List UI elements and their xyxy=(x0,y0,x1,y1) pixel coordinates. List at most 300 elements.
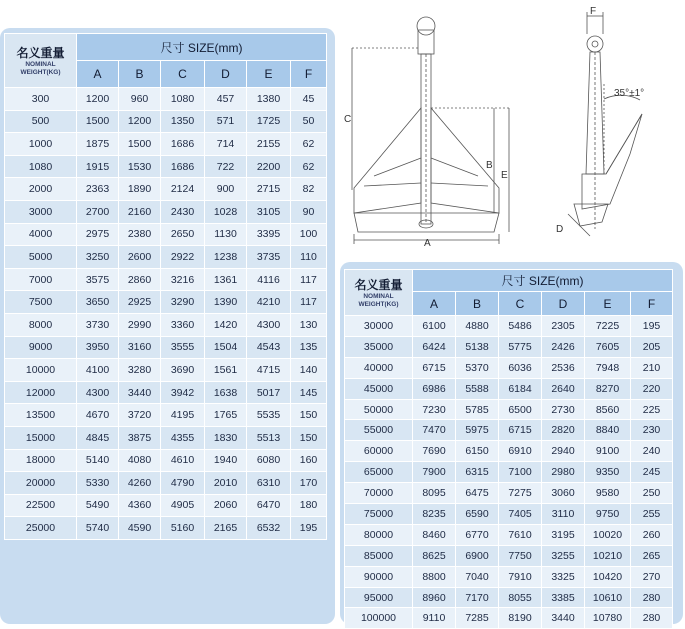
table-row xyxy=(345,545,673,566)
weight-cell: 30000 xyxy=(345,316,413,337)
size-cell-f: 62 xyxy=(291,133,327,156)
size-cell-e: 1725 xyxy=(247,110,291,133)
weight-cell: 3000 xyxy=(5,200,77,223)
dimension-label-d: D xyxy=(556,224,564,235)
size-cell-a: 7690 xyxy=(413,441,456,462)
weight-cell: 7500 xyxy=(5,291,77,314)
table-row xyxy=(5,291,327,314)
column-header-b: B xyxy=(119,61,161,88)
size-cell-a: 7900 xyxy=(413,462,456,483)
size-cell-c: 2650 xyxy=(161,223,205,246)
dimension-label-c: C xyxy=(344,114,352,125)
weight-cell: 90000 xyxy=(345,566,413,587)
weight-cell: 12000 xyxy=(5,381,77,404)
size-cell-a: 1915 xyxy=(77,155,119,178)
size-cell-b: 4590 xyxy=(119,517,161,540)
size-cell-c: 3690 xyxy=(161,359,205,382)
size-cell-b: 5975 xyxy=(456,420,499,441)
size-cell-f: 210 xyxy=(631,357,673,378)
size-cell-f: 160 xyxy=(291,449,327,472)
size-cell-e: 3105 xyxy=(247,200,291,223)
table-row xyxy=(5,246,327,269)
size-cell-f: 250 xyxy=(631,483,673,504)
size-cell-e: 3735 xyxy=(247,246,291,269)
size-cell-f: 260 xyxy=(631,524,673,545)
size-cell-b: 6900 xyxy=(456,545,499,566)
size-cell-e: 10780 xyxy=(585,608,631,629)
size-cell-f: 225 xyxy=(631,399,673,420)
size-cell-c: 7405 xyxy=(499,504,542,525)
nominal-weight-header: 名义重量 NOMINAL WEIGHT(KG) xyxy=(345,270,413,316)
nominal-weight-header: 名义重量 NOMINAL WEIGHT(KG) xyxy=(5,34,77,88)
size-cell-b: 4080 xyxy=(119,449,161,472)
size-cell-d: 2730 xyxy=(542,399,585,420)
size-cell-d: 900 xyxy=(205,178,247,201)
size-cell-c: 5486 xyxy=(499,316,542,337)
size-cell-d: 1390 xyxy=(205,291,247,314)
size-cell-a: 7230 xyxy=(413,399,456,420)
right-table-body xyxy=(345,316,673,629)
size-cell-a: 6715 xyxy=(413,357,456,378)
size-cell-f: 195 xyxy=(291,517,327,540)
size-header: 尺寸 SIZE(mm) xyxy=(77,34,327,61)
size-cell-a: 7470 xyxy=(413,420,456,441)
size-cell-d: 2640 xyxy=(542,378,585,399)
size-cell-b: 7170 xyxy=(456,587,499,608)
size-cell-d: 2060 xyxy=(205,494,247,517)
table-row xyxy=(5,449,327,472)
table-row xyxy=(345,483,673,504)
size-cell-a: 4100 xyxy=(77,359,119,382)
size-cell-e: 8270 xyxy=(585,378,631,399)
size-cell-a: 4300 xyxy=(77,381,119,404)
weight-cell: 500 xyxy=(5,110,77,133)
table-row xyxy=(5,133,327,156)
table-row xyxy=(345,378,673,399)
size-cell-a: 8095 xyxy=(413,483,456,504)
size-cell-e: 4715 xyxy=(247,359,291,382)
size-cell-a: 8460 xyxy=(413,524,456,545)
size-cell-f: 220 xyxy=(631,378,673,399)
size-cell-c: 8055 xyxy=(499,587,542,608)
size-cell-b: 2380 xyxy=(119,223,161,246)
size-cell-a: 8960 xyxy=(413,587,456,608)
size-cell-b: 2990 xyxy=(119,313,161,336)
table-row xyxy=(345,566,673,587)
size-cell-f: 90 xyxy=(291,200,327,223)
size-cell-b: 6590 xyxy=(456,504,499,525)
size-cell-b: 7285 xyxy=(456,608,499,629)
size-cell-c: 2430 xyxy=(161,200,205,223)
size-cell-f: 110 xyxy=(291,246,327,269)
table-row xyxy=(5,404,327,427)
size-header: 尺寸 SIZE(mm) xyxy=(413,270,673,292)
size-cell-e: 7225 xyxy=(585,316,631,337)
size-cell-b: 1890 xyxy=(119,178,161,201)
size-cell-b: 960 xyxy=(119,88,161,111)
size-cell-b: 6150 xyxy=(456,441,499,462)
column-header-c: C xyxy=(161,61,205,88)
table-row xyxy=(345,357,673,378)
size-cell-b: 1530 xyxy=(119,155,161,178)
size-cell-c: 3216 xyxy=(161,268,205,291)
table-row xyxy=(5,336,327,359)
size-cell-c: 3942 xyxy=(161,381,205,404)
size-cell-e: 2155 xyxy=(247,133,291,156)
size-cell-d: 2820 xyxy=(542,420,585,441)
size-cell-d: 3440 xyxy=(542,608,585,629)
size-cell-e: 3395 xyxy=(247,223,291,246)
weight-cell: 35000 xyxy=(345,336,413,357)
size-cell-e: 10420 xyxy=(585,566,631,587)
size-cell-b: 3440 xyxy=(119,381,161,404)
size-cell-a: 5740 xyxy=(77,517,119,540)
left-table-body xyxy=(5,88,327,540)
size-cell-f: 195 xyxy=(631,316,673,337)
size-cell-f: 180 xyxy=(291,494,327,517)
size-cell-d: 1940 xyxy=(205,449,247,472)
weight-cell: 85000 xyxy=(345,545,413,566)
size-cell-f: 62 xyxy=(291,155,327,178)
weight-cell: 75000 xyxy=(345,504,413,525)
size-cell-a: 8625 xyxy=(413,545,456,566)
size-cell-b: 4260 xyxy=(119,472,161,495)
size-cell-d: 3110 xyxy=(542,504,585,525)
weight-cell: 18000 xyxy=(5,449,77,472)
size-cell-a: 3730 xyxy=(77,313,119,336)
table-row xyxy=(5,472,327,495)
size-cell-b: 7040 xyxy=(456,566,499,587)
weight-cell: 100000 xyxy=(345,608,413,629)
column-header-c: C xyxy=(499,292,542,316)
table-row xyxy=(5,359,327,382)
size-cell-a: 5330 xyxy=(77,472,119,495)
table-row xyxy=(5,426,327,449)
anchor-front-view-drawing xyxy=(344,8,514,248)
size-cell-a: 2363 xyxy=(77,178,119,201)
size-cell-c: 4905 xyxy=(161,494,205,517)
size-cell-c: 4790 xyxy=(161,472,205,495)
size-cell-e: 6310 xyxy=(247,472,291,495)
size-cell-f: 230 xyxy=(631,420,673,441)
weight-cell: 8000 xyxy=(5,313,77,336)
size-cell-a: 2975 xyxy=(77,223,119,246)
size-cell-c: 6715 xyxy=(499,420,542,441)
size-cell-d: 571 xyxy=(205,110,247,133)
table-row xyxy=(345,587,673,608)
weight-cell: 15000 xyxy=(5,426,77,449)
size-cell-d: 1638 xyxy=(205,381,247,404)
size-cell-c: 3290 xyxy=(161,291,205,314)
column-header-d: D xyxy=(542,292,585,316)
size-cell-e: 8840 xyxy=(585,420,631,441)
size-cell-a: 3950 xyxy=(77,336,119,359)
table-row xyxy=(345,462,673,483)
table-row xyxy=(345,441,673,462)
size-cell-f: 265 xyxy=(631,545,673,566)
size-cell-b: 4360 xyxy=(119,494,161,517)
size-cell-e: 5535 xyxy=(247,404,291,427)
size-cell-a: 3250 xyxy=(77,246,119,269)
size-cell-c: 4355 xyxy=(161,426,205,449)
size-cell-b: 4880 xyxy=(456,316,499,337)
size-cell-d: 1361 xyxy=(205,268,247,291)
table-row xyxy=(345,316,673,337)
size-cell-e: 8560 xyxy=(585,399,631,420)
size-cell-a: 5490 xyxy=(77,494,119,517)
size-cell-c: 8190 xyxy=(499,608,542,629)
table-row xyxy=(345,420,673,441)
table-row xyxy=(345,608,673,629)
weight-cell: 22500 xyxy=(5,494,77,517)
size-cell-c: 4610 xyxy=(161,449,205,472)
size-cell-a: 6986 xyxy=(413,378,456,399)
size-cell-b: 6315 xyxy=(456,462,499,483)
weight-cell: 300 xyxy=(5,88,77,111)
size-cell-a: 3650 xyxy=(77,291,119,314)
table-row xyxy=(5,517,327,540)
weight-cell: 25000 xyxy=(5,517,77,540)
size-cell-d: 1028 xyxy=(205,200,247,223)
size-cell-c: 1080 xyxy=(161,88,205,111)
size-cell-d: 2165 xyxy=(205,517,247,540)
size-cell-f: 50 xyxy=(291,110,327,133)
weight-cell: 10000 xyxy=(5,359,77,382)
weight-cell: 95000 xyxy=(345,587,413,608)
size-cell-b: 3875 xyxy=(119,426,161,449)
size-cell-d: 3385 xyxy=(542,587,585,608)
size-cell-b: 5785 xyxy=(456,399,499,420)
size-cell-b: 2160 xyxy=(119,200,161,223)
table-row xyxy=(5,381,327,404)
weight-cell: 5000 xyxy=(5,246,77,269)
size-cell-e: 10210 xyxy=(585,545,631,566)
size-cell-a: 8800 xyxy=(413,566,456,587)
size-cell-c: 5160 xyxy=(161,517,205,540)
size-cell-c: 3555 xyxy=(161,336,205,359)
table-row xyxy=(345,524,673,545)
table-row xyxy=(5,494,327,517)
size-cell-e: 5513 xyxy=(247,426,291,449)
size-cell-f: 100 xyxy=(291,223,327,246)
size-cell-b: 1500 xyxy=(119,133,161,156)
dimension-label-b: B xyxy=(486,160,493,171)
size-cell-f: 270 xyxy=(631,566,673,587)
weight-cell: 1000 xyxy=(5,133,77,156)
size-cell-d: 1765 xyxy=(205,404,247,427)
table-row xyxy=(5,155,327,178)
size-cell-d: 2940 xyxy=(542,441,585,462)
size-cell-c: 6184 xyxy=(499,378,542,399)
size-cell-d: 714 xyxy=(205,133,247,156)
size-cell-e: 9350 xyxy=(585,462,631,483)
size-cell-a: 3575 xyxy=(77,268,119,291)
size-cell-d: 457 xyxy=(205,88,247,111)
size-cell-e: 6532 xyxy=(247,517,291,540)
size-cell-a: 4845 xyxy=(77,426,119,449)
size-cell-d: 1238 xyxy=(205,246,247,269)
size-cell-f: 117 xyxy=(291,268,327,291)
size-cell-b: 1200 xyxy=(119,110,161,133)
size-cell-f: 82 xyxy=(291,178,327,201)
weight-cell: 13500 xyxy=(5,404,77,427)
weight-cell: 50000 xyxy=(345,399,413,420)
table-row xyxy=(345,336,673,357)
size-cell-b: 5370 xyxy=(456,357,499,378)
table-row xyxy=(5,268,327,291)
weight-cell: 60000 xyxy=(345,441,413,462)
size-cell-d: 2426 xyxy=(542,336,585,357)
size-cell-a: 8235 xyxy=(413,504,456,525)
size-cell-e: 7948 xyxy=(585,357,631,378)
size-cell-a: 6100 xyxy=(413,316,456,337)
size-cell-f: 245 xyxy=(631,462,673,483)
size-cell-e: 1380 xyxy=(247,88,291,111)
table-row xyxy=(5,110,327,133)
size-cell-e: 4300 xyxy=(247,313,291,336)
size-cell-f: 45 xyxy=(291,88,327,111)
size-cell-c: 6500 xyxy=(499,399,542,420)
column-header-a: A xyxy=(77,61,119,88)
size-cell-b: 3720 xyxy=(119,404,161,427)
size-cell-f: 150 xyxy=(291,426,327,449)
size-cell-e: 2200 xyxy=(247,155,291,178)
size-cell-c: 3360 xyxy=(161,313,205,336)
dimension-label-e: E xyxy=(501,170,508,181)
column-header-f: F xyxy=(291,61,327,88)
size-cell-b: 2925 xyxy=(119,291,161,314)
weight-cell: 9000 xyxy=(5,336,77,359)
size-cell-c: 7610 xyxy=(499,524,542,545)
size-cell-e: 5017 xyxy=(247,381,291,404)
anchor-side-view-drawing xyxy=(530,4,670,244)
size-cell-f: 135 xyxy=(291,336,327,359)
size-cell-e: 9750 xyxy=(585,504,631,525)
table-row xyxy=(5,200,327,223)
size-cell-d: 1504 xyxy=(205,336,247,359)
size-cell-d: 2010 xyxy=(205,472,247,495)
size-cell-a: 1200 xyxy=(77,88,119,111)
size-cell-d: 3195 xyxy=(542,524,585,545)
size-cell-e: 6080 xyxy=(247,449,291,472)
size-cell-a: 4670 xyxy=(77,404,119,427)
size-cell-d: 2980 xyxy=(542,462,585,483)
column-header-e: E xyxy=(247,61,291,88)
weight-cell: 40000 xyxy=(345,357,413,378)
size-cell-e: 4543 xyxy=(247,336,291,359)
table-row xyxy=(5,313,327,336)
anchor-size-table-right xyxy=(344,269,673,629)
column-header-a: A xyxy=(413,292,456,316)
size-cell-a: 9110 xyxy=(413,608,456,629)
size-cell-d: 3060 xyxy=(542,483,585,504)
size-cell-e: 6470 xyxy=(247,494,291,517)
size-cell-d: 1830 xyxy=(205,426,247,449)
size-cell-a: 1500 xyxy=(77,110,119,133)
dimension-label-f: F xyxy=(590,6,597,17)
table-row xyxy=(345,504,673,525)
size-cell-e: 2715 xyxy=(247,178,291,201)
weight-cell: 55000 xyxy=(345,420,413,441)
column-header-d: D xyxy=(205,61,247,88)
table-row xyxy=(5,88,327,111)
size-cell-f: 130 xyxy=(291,313,327,336)
size-cell-c: 7100 xyxy=(499,462,542,483)
table-row xyxy=(345,399,673,420)
size-cell-f: 280 xyxy=(631,587,673,608)
size-cell-f: 205 xyxy=(631,336,673,357)
weight-cell: 20000 xyxy=(5,472,77,495)
size-cell-e: 4210 xyxy=(247,291,291,314)
size-cell-d: 722 xyxy=(205,155,247,178)
dimension-label-a: A xyxy=(424,238,431,248)
weight-cell: 45000 xyxy=(345,378,413,399)
size-cell-e: 9100 xyxy=(585,441,631,462)
column-header-b: B xyxy=(456,292,499,316)
table-row xyxy=(5,223,327,246)
size-cell-b: 2600 xyxy=(119,246,161,269)
size-cell-b: 6770 xyxy=(456,524,499,545)
size-cell-c: 6036 xyxy=(499,357,542,378)
size-cell-c: 1686 xyxy=(161,155,205,178)
weight-cell: 2000 xyxy=(5,178,77,201)
size-cell-b: 3280 xyxy=(119,359,161,382)
size-cell-f: 280 xyxy=(631,608,673,629)
column-header-f: F xyxy=(631,292,673,316)
size-cell-d: 1130 xyxy=(205,223,247,246)
size-cell-c: 7750 xyxy=(499,545,542,566)
size-cell-f: 170 xyxy=(291,472,327,495)
weight-cell: 7000 xyxy=(5,268,77,291)
table-row xyxy=(5,178,327,201)
size-cell-c: 7275 xyxy=(499,483,542,504)
weight-cell: 4000 xyxy=(5,223,77,246)
size-cell-d: 2536 xyxy=(542,357,585,378)
size-cell-c: 5775 xyxy=(499,336,542,357)
size-cell-e: 9580 xyxy=(585,483,631,504)
size-cell-b: 6475 xyxy=(456,483,499,504)
size-cell-a: 1875 xyxy=(77,133,119,156)
weight-cell: 70000 xyxy=(345,483,413,504)
size-cell-a: 5140 xyxy=(77,449,119,472)
size-cell-c: 6910 xyxy=(499,441,542,462)
size-cell-d: 1561 xyxy=(205,359,247,382)
weight-cell: 65000 xyxy=(345,462,413,483)
size-cell-d: 3255 xyxy=(542,545,585,566)
size-cell-c: 2124 xyxy=(161,178,205,201)
size-cell-e: 4116 xyxy=(247,268,291,291)
size-cell-c: 1350 xyxy=(161,110,205,133)
weight-cell: 1080 xyxy=(5,155,77,178)
column-header-e: E xyxy=(585,292,631,316)
size-cell-b: 5138 xyxy=(456,336,499,357)
size-cell-e: 10610 xyxy=(585,587,631,608)
size-cell-c: 4195 xyxy=(161,404,205,427)
size-cell-d: 1420 xyxy=(205,313,247,336)
size-cell-f: 255 xyxy=(631,504,673,525)
size-cell-b: 5588 xyxy=(456,378,499,399)
size-cell-f: 150 xyxy=(291,404,327,427)
size-cell-e: 10020 xyxy=(585,524,631,545)
size-cell-e: 7605 xyxy=(585,336,631,357)
size-cell-d: 2305 xyxy=(542,316,585,337)
size-cell-c: 2922 xyxy=(161,246,205,269)
size-cell-c: 7910 xyxy=(499,566,542,587)
size-cell-b: 3160 xyxy=(119,336,161,359)
weight-cell: 80000 xyxy=(345,524,413,545)
size-cell-f: 117 xyxy=(291,291,327,314)
size-cell-b: 2860 xyxy=(119,268,161,291)
